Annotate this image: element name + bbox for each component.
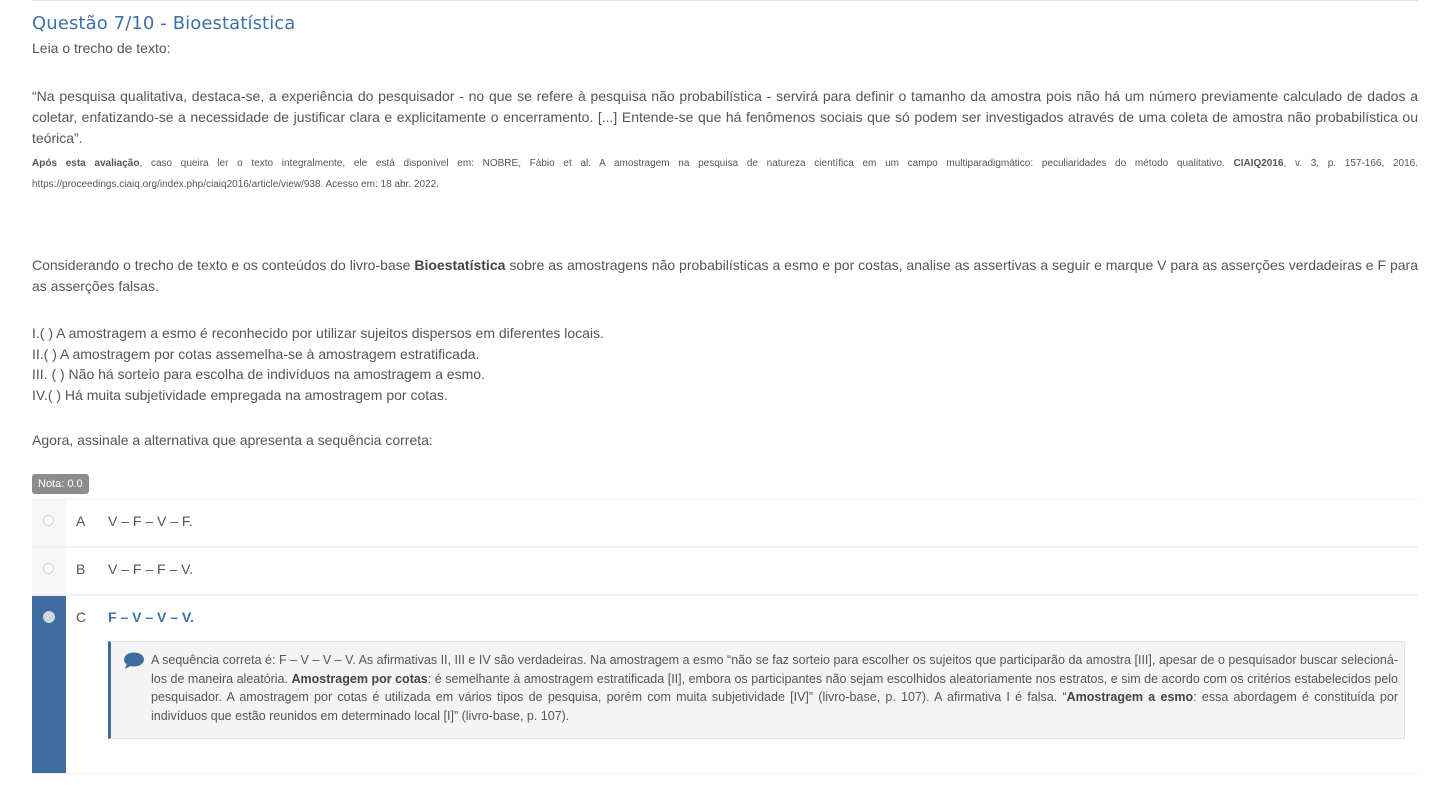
assertion-item-2: II.( ) A amostragem por cotas assemelha-se à amostragem estratificada. xyxy=(32,345,480,362)
answer-prompt: Agora, assinale a alternativa que apresenta a sequência correta: xyxy=(32,432,433,448)
option-a[interactable] xyxy=(32,499,1418,547)
instruction-text-1: Considerando o trecho de texto e os conteúdos do livro-base xyxy=(32,257,415,273)
instruction-text xyxy=(32,255,1418,297)
question-title: Questão 7/10 - Bioestatística xyxy=(32,13,296,34)
feedback-term-esmo: Amostragem a esmo xyxy=(1066,690,1194,704)
assertion-item-4: IV.( ) Há muita subjetividade empregada na amostragem por cotas. xyxy=(32,387,448,404)
option-a-text: V – F – V – F. xyxy=(108,513,193,529)
option-c-radio[interactable] xyxy=(43,611,55,623)
option-c-text: F – V – V – V. xyxy=(108,609,194,625)
reference-text xyxy=(32,153,1418,195)
option-a-radio[interactable] xyxy=(43,515,54,526)
assertion-item-1: I.( ) A amostragem a esmo é reconhecido por utilizar sujeitos dispersos em diferentes locais. xyxy=(32,325,604,341)
assertions-list xyxy=(32,323,604,406)
feedback-text-3: : essa abordagem é constituída por indivíduos que estão reunidos em determinado local [I]” (livro-base, p. 107). xyxy=(151,690,1398,723)
feedback-text-2: : é semelhante à amostragem estratificada [II], embora os participantes não sejam escolhidos aleatoriamente nos estratos, e sim de acordo com os critérios estabelecidos pelo pesquisador. A amostragem por cotas é utilizada em vários tipos de pesquisa, porém com muita subjetividade [IV]” (livro-base, p. 107). A afirmativa I é falsa. “ xyxy=(151,671,1398,704)
feedback-text xyxy=(151,651,1398,725)
reference-text-1: , caso queira ler o texto integralmente, ele está disponível em: NOBRE, Fábio et al. A amostragem na pesquisa de natureza científica em um campo multiparadigmático: peculiaridades do método qualitativo. xyxy=(139,158,1234,169)
option-b-gutter xyxy=(32,548,66,594)
instruction-text-2: sobre as amostragens não probabilísticas a esmo e por costas, analise as assertivas a seguir e marque V para as asserções verdadeiras e F para as asserções falsas. xyxy=(32,257,1418,294)
option-a-gutter xyxy=(32,500,66,546)
assertion-item-3: III. ( ) Não há sorteio para escolha de indivíduos na amostragem a esmo. xyxy=(32,366,485,383)
top-divider xyxy=(32,0,1418,1)
feedback-term-cotas: Amostragem por cotas xyxy=(291,671,428,686)
feedback-box xyxy=(108,641,1405,739)
reference-bold-start: Após esta avaliação xyxy=(32,158,140,169)
option-b-radio[interactable] xyxy=(43,563,54,574)
comment-icon xyxy=(123,652,145,670)
feedback-text-1: A sequência correta é: F – V – V – V. As afirmativas II, III e IV são verdadeiras. Na amostragem a esmo “não se faz sorteio para escolher os sujeitos que participarão da amostra [III], apesar de o pesquisador buscar selecioná-los de maneira aleatória. xyxy=(151,653,1398,686)
option-a-letter: A xyxy=(76,513,86,529)
option-b[interactable] xyxy=(32,547,1418,595)
instruction-book-title: Bioestatística xyxy=(414,257,506,273)
option-b-letter: B xyxy=(76,561,86,577)
question-intro: Leia o trecho de texto: xyxy=(32,40,171,56)
option-c-selected-bar xyxy=(32,596,66,773)
quote-text: “Na pesquisa qualitativa, destaca-se, a experiência do pesquisador - no que se refere à pesquisa não probabilística - servirá para definir o tamanho da amostra pois não há um número previamente calculado de dados a coletar, enfatizando-se a necessidade de justificar clara e explicitamente o encerramento. [...] Entende-se que há fenômenos sociais que só podem ser investigados através de uma coleta de amostra não probabilística ou teórica”. xyxy=(32,88,1418,146)
reference-text-2: , v. 3, p. 157-166, 2016. https://proceedings.ciaiq.org/index.php/ciaiq2016/article/view/938. Acesso em: 18 abr. 2022. xyxy=(32,158,1419,190)
grade-badge: Nota: 0.0 xyxy=(32,474,89,494)
option-b-text: V – F – F – V. xyxy=(108,561,194,577)
reference-journal: CIAIQ2016 xyxy=(1233,158,1284,169)
option-c-letter: C xyxy=(76,609,87,625)
